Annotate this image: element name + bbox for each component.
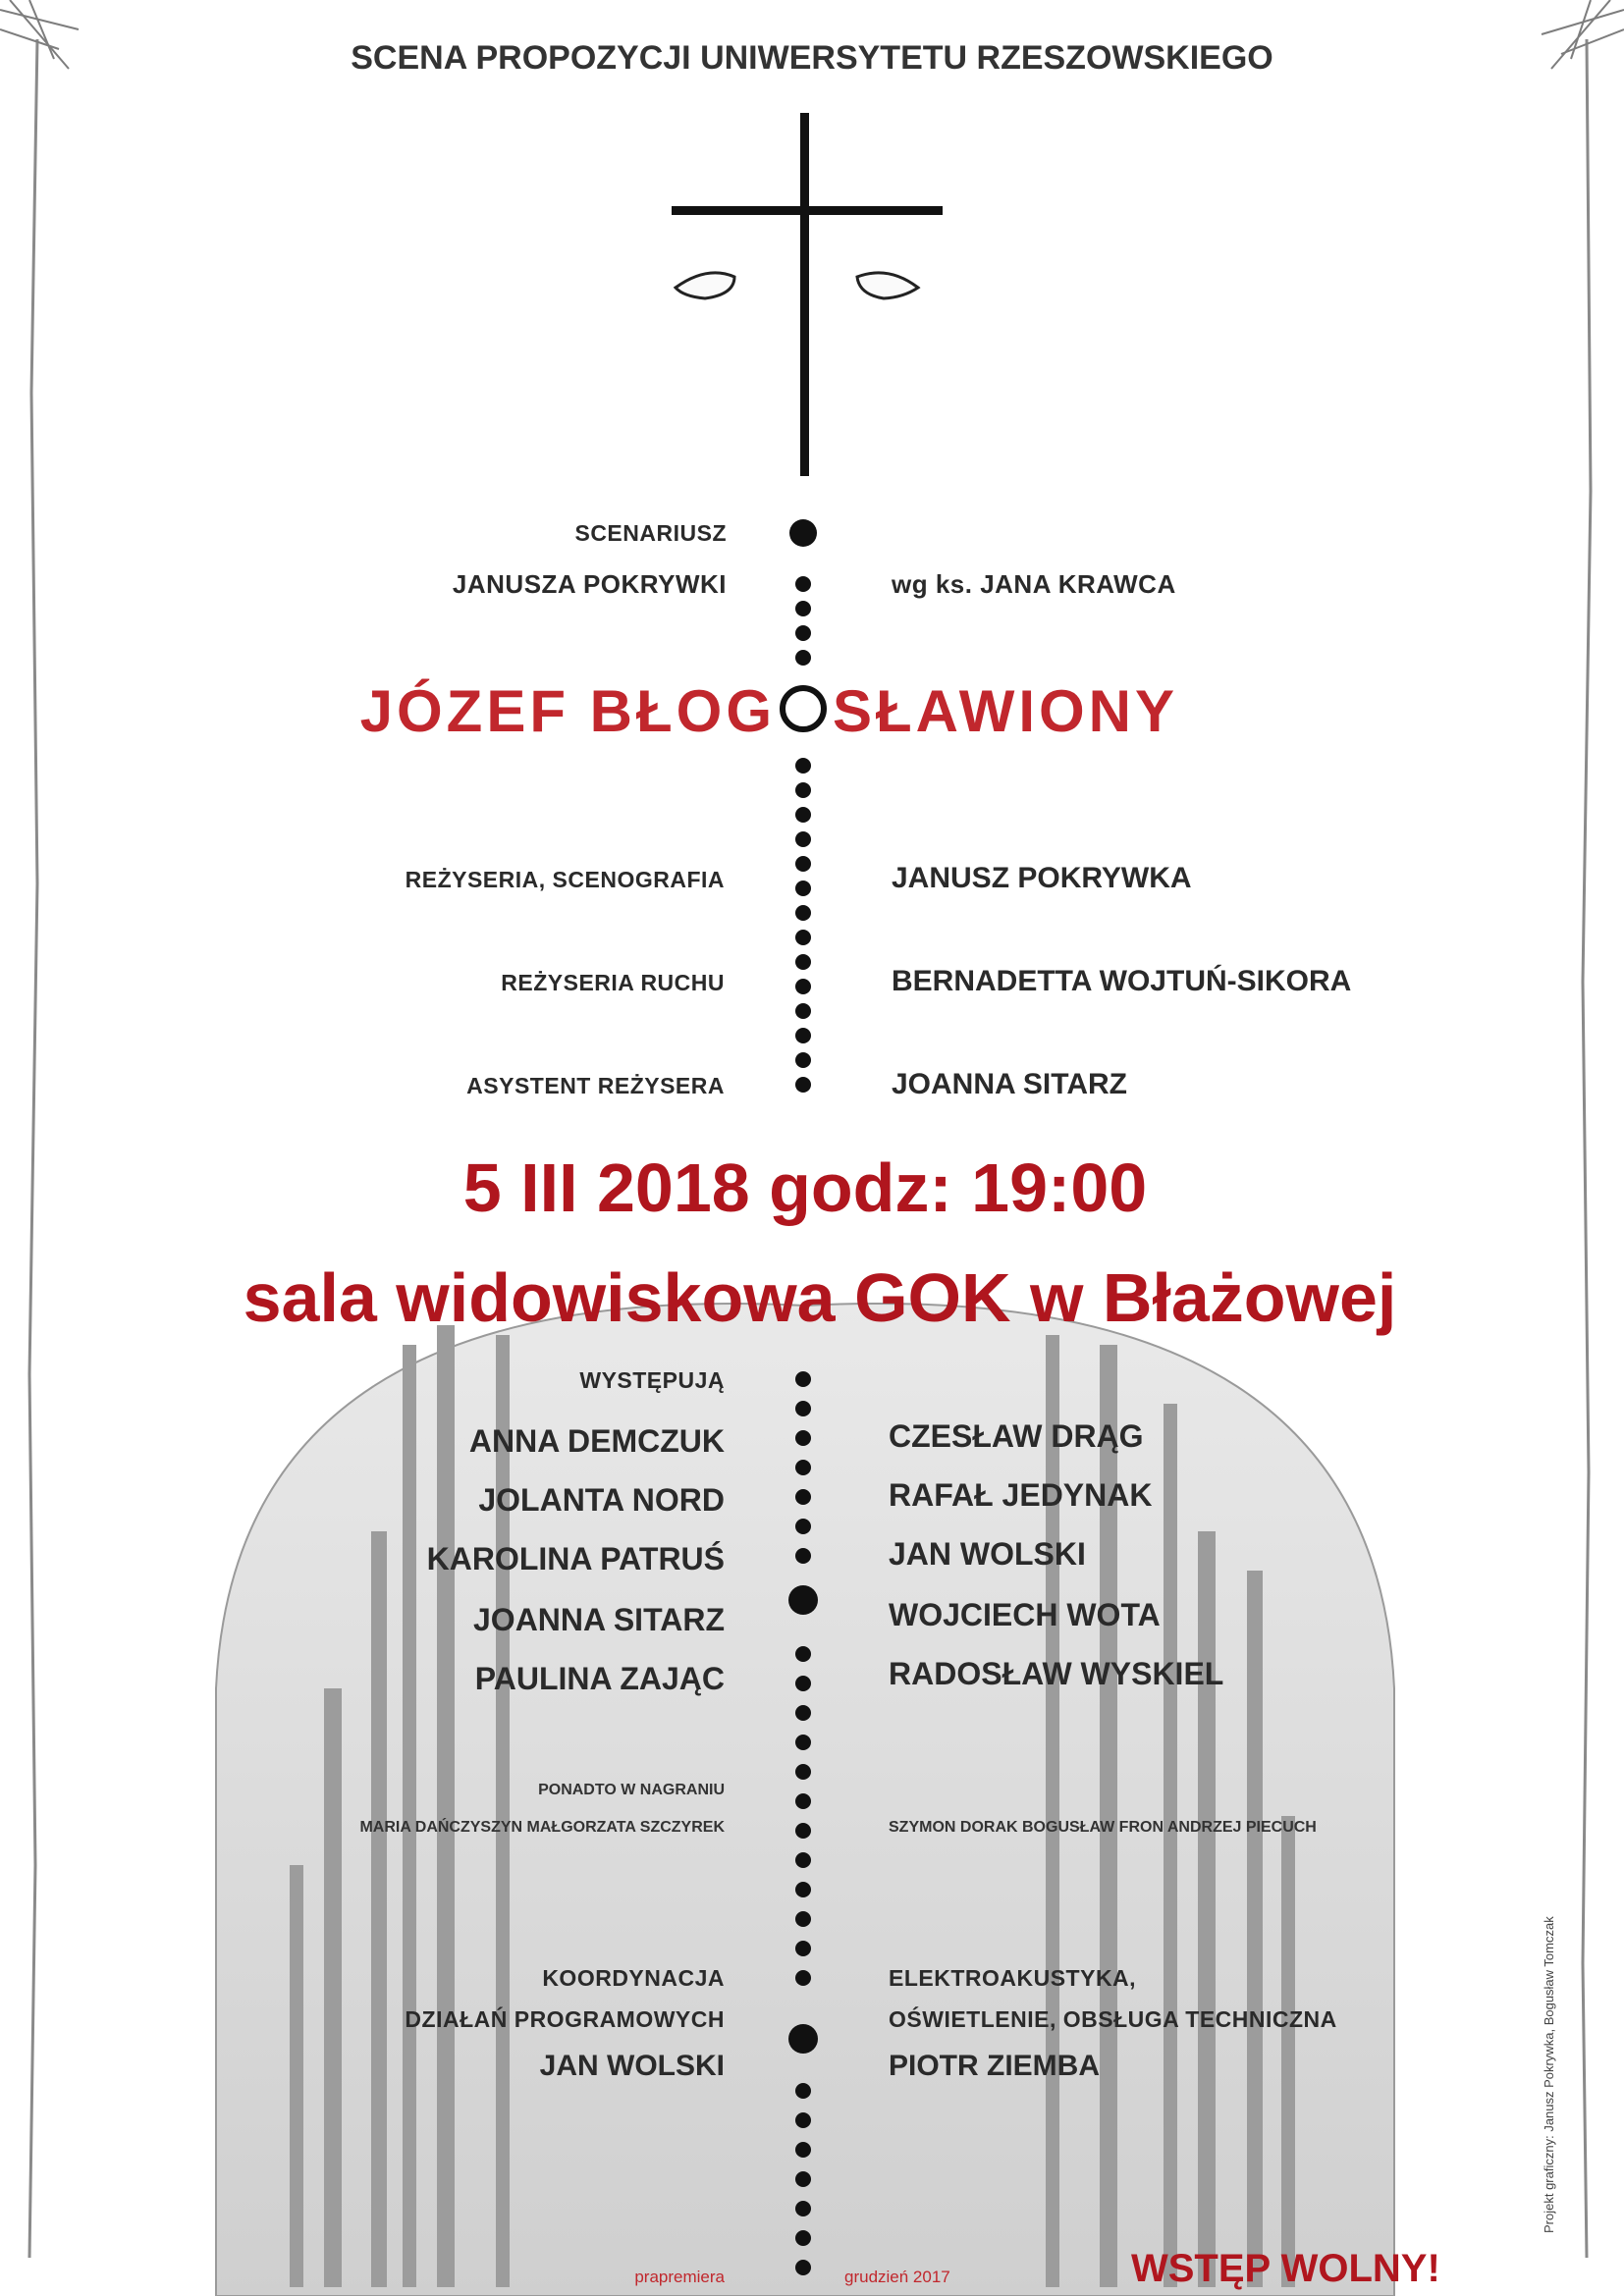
cast-label: WYSTĘPUJĄ bbox=[579, 1367, 725, 1393]
title-right: SŁAWIONY bbox=[833, 678, 1179, 744]
recording-right: SZYMON DORAK BOGUSŁAW FRON ANDRZEJ PIECUCH bbox=[889, 1819, 1317, 1836]
staff-left-role-2: DZIAŁAŃ PROGRAMOWYCH bbox=[405, 2006, 725, 2032]
credit-role-movement: REŻYSERIA RUCHU bbox=[501, 970, 725, 995]
event-venue: sala widowiskowa GOK w Błażowej bbox=[243, 1259, 1397, 1336]
cast-left-5: PAULINA ZAJĄC bbox=[474, 1661, 725, 1696]
top-right-brush bbox=[1542, 0, 1624, 69]
credit-role-assistant: ASYSTENT REŻYSERA bbox=[466, 1073, 725, 1098]
credit-person-direction: JANUSZ POKRYWKA bbox=[892, 862, 1192, 894]
recording-left: MARIA DAŃCZYSZYN MAŁGORZATA SZCZYREK bbox=[359, 1819, 725, 1836]
right-border-stroke bbox=[1583, 39, 1591, 2258]
cast-right-3: JAN WOLSKI bbox=[889, 1536, 1086, 1572]
top-left-brush bbox=[0, 0, 79, 69]
credit-role-direction: REŻYSERIA, SCENOGRAFIA bbox=[405, 867, 725, 892]
cast-left-4: JOANNA SITARZ bbox=[473, 1602, 725, 1637]
script-label: SCENARIUSZ bbox=[574, 520, 727, 546]
event-datetime: 5 III 2018 godz: 19:00 bbox=[462, 1149, 1148, 1226]
script-source: wg ks. JANA KRAWCA bbox=[892, 569, 1176, 599]
cast-left-3: KAROLINA PATRUŚ bbox=[426, 1541, 725, 1576]
title-ring-o bbox=[783, 688, 824, 729]
recording-label: PONADTO W NAGRANIU bbox=[538, 1782, 725, 1798]
cross-horizontal bbox=[672, 206, 943, 215]
script-author: JANUSZA POKRYWKI bbox=[452, 569, 727, 599]
staff-left-person: JAN WOLSKI bbox=[539, 2050, 725, 2082]
staff-right-role-1: ELEKTROAKUSTYKA, bbox=[889, 1965, 1137, 1991]
credit-person-assistant: JOANNA SITARZ bbox=[892, 1068, 1127, 1100]
staff-right-role-2: OŚWIETLENIE, OBSŁUGA TECHNICZNA bbox=[889, 2006, 1337, 2032]
cast-right-2: RAFAŁ JEDYNAK bbox=[889, 1477, 1153, 1513]
staff-right-person: PIOTR ZIEMBA bbox=[889, 2050, 1100, 2082]
institution-header: SCENA PROPOZYCJI UNIWERSYTETU RZESZOWSKIEGO bbox=[351, 39, 1273, 77]
free-admission: WSTĘP WOLNY! bbox=[1131, 2247, 1440, 2290]
title-left: JÓZEF BŁOG bbox=[359, 678, 776, 744]
cast-right-1: CZESŁAW DRĄG bbox=[889, 1418, 1144, 1454]
staff-left-role-1: KOORDYNACJA bbox=[542, 1965, 725, 1991]
cross-vertical bbox=[800, 113, 809, 476]
cast-left-2: JOLANTA NORD bbox=[478, 1482, 725, 1518]
left-border-stroke bbox=[29, 39, 37, 2258]
premiere-label: prapremiera bbox=[634, 2268, 725, 2286]
left-eye bbox=[676, 273, 734, 298]
right-eye bbox=[857, 273, 918, 298]
cast-right-5: RADOSŁAW WYSKIEL bbox=[889, 1656, 1224, 1691]
cast-left-1: ANNA DEMCZUK bbox=[468, 1423, 725, 1459]
design-credit: Projekt graficzny: Janusz Pokrywka, Bogusław Tomczak bbox=[1542, 1916, 1556, 2233]
credit-person-movement: BERNADETTA WOJTUŃ-SIKORA bbox=[892, 965, 1352, 997]
premiere-date: grudzień 2017 bbox=[844, 2268, 950, 2286]
cast-right-4: WOJCIECH WOTA bbox=[889, 1597, 1161, 1632]
